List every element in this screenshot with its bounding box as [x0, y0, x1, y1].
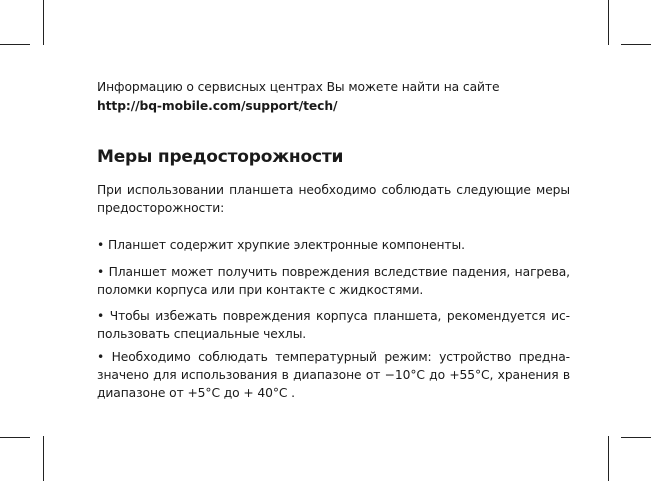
crop-mark — [43, 436, 44, 481]
crop-mark — [621, 437, 651, 438]
support-url-link[interactable]: http://bq-mobile.com/support/tech/ — [97, 99, 338, 113]
bullet-item-continued: поломки корпуса или при контакте с жидкостями. — [97, 283, 424, 297]
bullet-item-continued: диапазоне от +5°C до + 40°C . — [97, 386, 295, 400]
crop-mark — [608, 436, 609, 481]
intro-text: Информацию о сервисных центрах Вы можете найти на сайте — [97, 80, 500, 94]
crop-mark — [621, 44, 651, 45]
bullet-item-continued: пользовать специальные чехлы. — [97, 327, 307, 341]
bullet-item: • Планшет содержит хрупкие электронные компоненты. — [97, 238, 465, 252]
crop-mark — [43, 0, 44, 45]
crop-mark — [0, 437, 30, 438]
intro-paragraph-line: предосторожности: — [97, 201, 225, 215]
crop-mark — [608, 0, 609, 45]
bullet-item: • Чтобы избежать повреждения корпуса планшета, рекомендуется ис- — [97, 309, 570, 323]
bullet-item: • Необходимо соблюдать температурный режим: устройство предна- — [97, 350, 570, 364]
intro-paragraph-line: При использовании планшета необходимо соблюдать следующие меры — [97, 183, 570, 197]
bullet-item-continued: значено для использования в диапазоне от −10°C до +55°C, хранения в — [97, 368, 570, 382]
crop-mark — [0, 44, 30, 45]
bullet-item: • Планшет может получить повреждения вследствие падения, нагрева, — [97, 265, 570, 279]
section-title: Меры предосторожности — [97, 147, 344, 167]
